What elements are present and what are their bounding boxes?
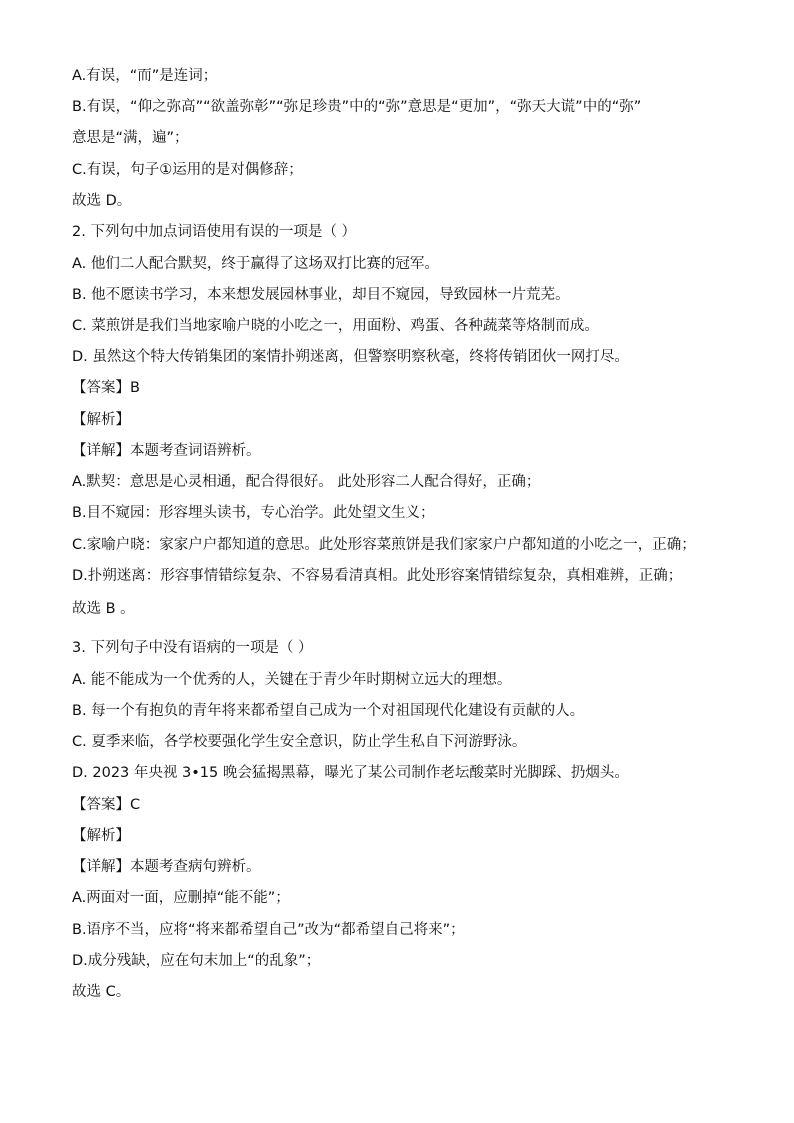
question-2-detail: 【详解】本题考查词语辨析。	[72, 443, 261, 459]
question-3-answer: 【答案】C	[72, 797, 141, 813]
question-3-explanation-d: D.成分残缺，应在句末加上“的乱象”；	[72, 953, 321, 969]
explanation-b: B.有误，“仰之弥高”“欲盖弥彰”“弥足珍贵”中的“弥”意思是“更加”，“弥天大谎”中的“弥”	[72, 99, 642, 115]
explanation-b-continued: 意思是“满，遍”；	[72, 130, 189, 146]
question-2-explanation-b: B.目不窥园：形容埋头读书，专心治学。此处望文生义；	[72, 505, 435, 521]
question-2-option-a: A. 他们二人配合默契，终于赢得了这场双打比赛的冠军。	[72, 256, 439, 272]
question-2-conclusion: 故选 B 。	[72, 601, 135, 617]
question-2-stem: 2. 下列句中加点词语使用有误的一项是（ ）	[72, 224, 357, 240]
question-2-option-b: B. 他不愿读书学习，本来想发展园林事业，却目不窥园，导致园林一片荒芜。	[72, 287, 570, 303]
question-3-explanation-a: A.两面对一面，应删掉“能不能”；	[72, 890, 290, 906]
question-3-detail: 【详解】本题考查病句辨析。	[72, 859, 261, 875]
question-3-conclusion: 故选 C。	[72, 984, 131, 1000]
question-3-option-c: C. 夏季来临，各学校要强化学生安全意识，防止学生私自下河游野泳。	[72, 734, 527, 750]
question-2-explanation-d: D.扑朔迷离：形容事情错综复杂、不容易看清真相。此处形容案情错综复杂，真相难辨，正确；	[72, 568, 683, 584]
question-2-option-d: D. 虽然这个特大传销集团的案情扑朔迷离，但警察明察秋毫，终将传销团伙一网打尽。	[72, 349, 629, 365]
question-3-explanation-b: B.语序不当，应将“将来都希望自己”改为“都希望自己将来”；	[72, 922, 465, 938]
question-3-stem: 3. 下列句子中没有语病的一项是（ ）	[72, 640, 313, 656]
question-2-explanation-a: A.默契：意思是心灵相通，配合得很好。 此处形容二人配合得好，正确；	[72, 474, 541, 490]
question-2-explanation-c: C.家喻户晓：家家户户都知道的意思。此处形容菜煎饼是我们家家户户都知道的小吃之一，正确；	[72, 537, 696, 553]
question-2-answer: 【答案】B	[72, 380, 140, 396]
question-3-option-b: B. 每一个有抱负的青年将来都希望自己成为一个对祖国现代化建设有贡献的人。	[72, 703, 585, 719]
question-3-option-d: D. 2023 年央视 3•15 晚会猛揭黑幕，曝光了某公司制作老坛酸菜时光脚踩、扔烟头。	[72, 765, 629, 781]
question-2-option-c: C. 菜煎饼是我们当地家喻户晓的小吃之一，用面粉、鸡蛋、各种蔬菜等烙制而成。	[72, 318, 599, 334]
question-3-analysis-label: 【解析】	[72, 828, 130, 844]
explanation-c: C.有误，句子①运用的是对偶修辞；	[72, 162, 303, 178]
question-3-option-a: A. 能不能成为一个优秀的人，关键在于青少年时期树立远大的理想。	[72, 672, 512, 688]
previous-conclusion: 故选 D。	[72, 193, 132, 209]
explanation-a: A.有误，“而”是连词；	[72, 68, 218, 84]
question-2-analysis-label: 【解析】	[72, 412, 130, 428]
